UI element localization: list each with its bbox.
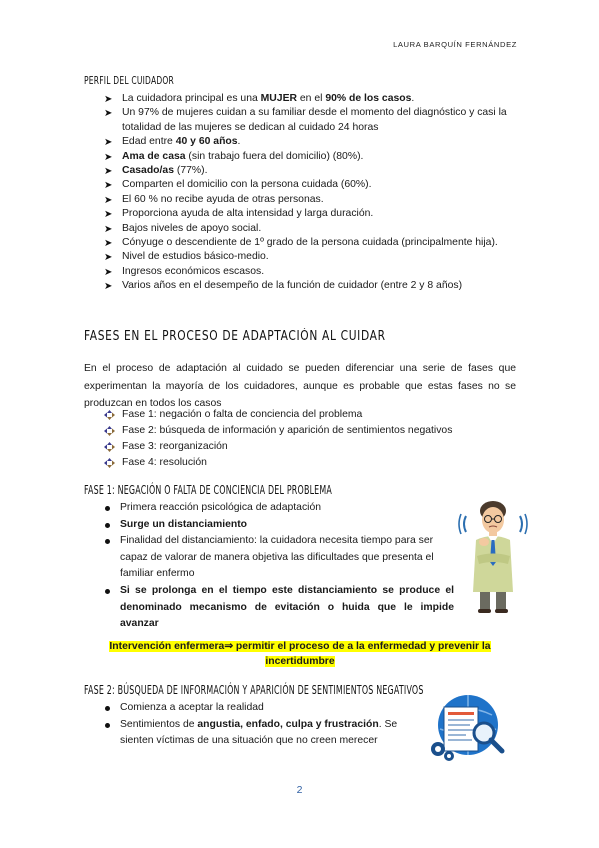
four-way-arrow-bullet-icon — [104, 442, 115, 452]
round-bullet-icon — [105, 539, 110, 544]
heading-fases-adaptacion: FASES EN EL PROCESO DE ADAPTACIÓN AL CUIDAR — [84, 329, 386, 344]
phase-label: Fase 3: reorganización — [122, 441, 228, 452]
text-run: 40 y 60 años — [175, 136, 238, 148]
text-run: Sentimientos de — [120, 718, 198, 730]
text-run: . — [411, 93, 415, 104]
fase1-list-item — [104, 583, 454, 633]
text-run: Comparten el domicilio con la persona cuidada (60%). — [122, 179, 372, 191]
text-run: Comienza a aceptar la realidad — [120, 702, 264, 713]
text-run: El 60 % no recibe ayuda de otras personas. — [122, 193, 324, 205]
text-run: en el — [297, 93, 326, 104]
heading-fase-2: FASE 2: BÚSQUEDA DE INFORMACIÓN Y APARICIÓN DE SENTIMIENTOS NEGATIVOS — [84, 683, 424, 697]
heading-perfil-cuidador: PERFIL DEL CUIDADOR — [84, 75, 175, 87]
phase-label: Fase 2: búsqueda de información y aparición de sentimientos negativos — [122, 425, 453, 436]
text-run: (sin trabajo fuera del domicilio) (80%). — [185, 150, 364, 162]
perfil-list-item — [104, 178, 519, 192]
round-bullet-icon — [105, 589, 110, 594]
text-run: Casado/as — [122, 165, 174, 177]
arrowhead-bullet-icon: ➤ — [104, 238, 113, 250]
text-run: angustia, enfado, culpa y frustración — [197, 718, 379, 730]
arrowhead-bullet-icon: ➤ — [104, 223, 113, 235]
text-run: Nivel de estudios básico-medio. — [122, 251, 269, 263]
perfil-list-item — [104, 222, 519, 236]
text-run: Surge un distanciamiento — [120, 518, 248, 530]
fase1-list-item — [104, 533, 454, 583]
text-run: Ama de casa — [122, 150, 186, 162]
text-run: La cuidadora principal es una — [122, 93, 261, 104]
text-run: Edad entre — [122, 136, 176, 148]
phase-label: Fase 4: resolución — [122, 457, 207, 468]
text-run: . — [237, 136, 241, 148]
perfil-list-item — [104, 106, 519, 135]
text-run: Proporciona ayuda de alta intensidad y larga duración. — [122, 208, 374, 220]
four-way-arrow-bullet-icon — [104, 410, 115, 420]
text-run: 90% de los casos — [325, 93, 412, 104]
perfil-list-item — [104, 236, 519, 250]
highlight-text: Intervención enfermera⇒ permitir el proceso de a la enfermedad y prevenir la incertidumbre — [109, 641, 491, 667]
text-run: Cónyuge o descendiente de 1º grado de la persona cuidada (principalmente hija). — [122, 237, 498, 249]
arrowhead-bullet-icon: ➤ — [104, 266, 113, 278]
page-number: 2 — [296, 784, 303, 796]
perfil-list-item — [104, 164, 519, 178]
perfil-list-item — [104, 265, 519, 279]
arrowhead-bullet-icon: ➤ — [104, 209, 113, 221]
phase-label: Fase 1: negación o falta de conciencia del problema — [122, 409, 363, 420]
phase-list — [104, 407, 504, 471]
text-run: Bajos niveles de apoyo social. — [122, 222, 262, 234]
fase2-list-item — [104, 700, 404, 717]
perfil-list-item — [104, 135, 519, 149]
arrowhead-bullet-icon: ➤ — [104, 94, 113, 105]
phase-list-item — [104, 423, 504, 439]
perfil-list — [104, 92, 519, 294]
round-bullet-icon — [105, 523, 110, 528]
fase2-list-item — [104, 717, 404, 750]
perfil-list-item — [104, 92, 519, 106]
text-run: . Se sienten víctimas de una situación que no creen merecer — [120, 718, 398, 747]
arrowhead-bullet-icon: ➤ — [104, 137, 113, 149]
phase-list-item — [104, 439, 504, 455]
phase-list-item — [104, 455, 504, 471]
fase1-list-item — [104, 500, 454, 517]
arrowhead-bullet-icon: ➤ — [104, 166, 113, 178]
document-search-globe-gears-illustration — [422, 693, 514, 763]
round-bullet-icon — [105, 723, 110, 728]
perfil-list-item — [104, 193, 519, 207]
phase-list-item — [104, 407, 504, 423]
fase2-list — [104, 700, 404, 750]
heading-fase-1: FASE 1: NEGACIÓN O FALTA DE CONCIENCIA DEL PROBLEMA — [84, 483, 333, 497]
round-bullet-icon — [105, 706, 110, 711]
fase1-list-item — [104, 517, 454, 534]
perfil-list-item — [104, 279, 519, 293]
four-way-arrow-bullet-icon — [104, 458, 115, 468]
author-header: LAURA BARQUÍN FERNÁNDEZ — [393, 40, 517, 49]
text-run: Un 97% de mujeres cuidan a su familiar desde el momento del diagnóstico y casi la totalidad de las mujeres se dedican al cuidado 24 horas — [122, 107, 507, 133]
nursing-intervention-highlight — [96, 639, 504, 669]
perfil-list-item — [104, 207, 519, 221]
four-way-arrow-bullet-icon — [104, 426, 115, 436]
arrowhead-bullet-icon: ➤ — [104, 151, 113, 163]
text-run: Finalidad del distanciamiento: la cuidadora necesita tiempo para ser capaz de valorar de manera objetiva las dificultades que presenta el familiar enfermo — [120, 535, 434, 580]
arrowhead-bullet-icon: ➤ — [104, 108, 113, 120]
fase1-list — [104, 500, 454, 633]
perfil-list-item — [104, 150, 519, 164]
arrowhead-bullet-icon: ➤ — [104, 252, 113, 264]
confused-businessman-illustration — [458, 496, 528, 614]
text-run: Si se prolonga en el tiempo este distanciamiento se produce el denominado mecanismo de evitación o huida que le impide avanzar — [120, 584, 454, 630]
perfil-list-item — [104, 250, 519, 264]
text-run: (77%). — [173, 165, 208, 177]
arrowhead-bullet-icon: ➤ — [104, 194, 113, 206]
text-run: Ingresos económicos escasos. — [122, 265, 265, 277]
text-run: MUJER — [260, 93, 298, 104]
arrowhead-bullet-icon: ➤ — [104, 281, 113, 293]
text-run: Primera reacción psicológica de adaptación — [120, 502, 321, 513]
text-run: Varios años en el desempeño de la función de cuidador (entre 2 y 8 años) — [122, 280, 463, 292]
round-bullet-icon — [105, 506, 110, 511]
arrowhead-bullet-icon: ➤ — [104, 180, 113, 192]
fases-intro-paragraph: En el proceso de adaptación al cuidado se pueden diferenciar una serie de fases que experimentan la mayoría de los cuidadores, aunque es probable que estas fases no se produzcan en todos los casos — [84, 363, 516, 410]
